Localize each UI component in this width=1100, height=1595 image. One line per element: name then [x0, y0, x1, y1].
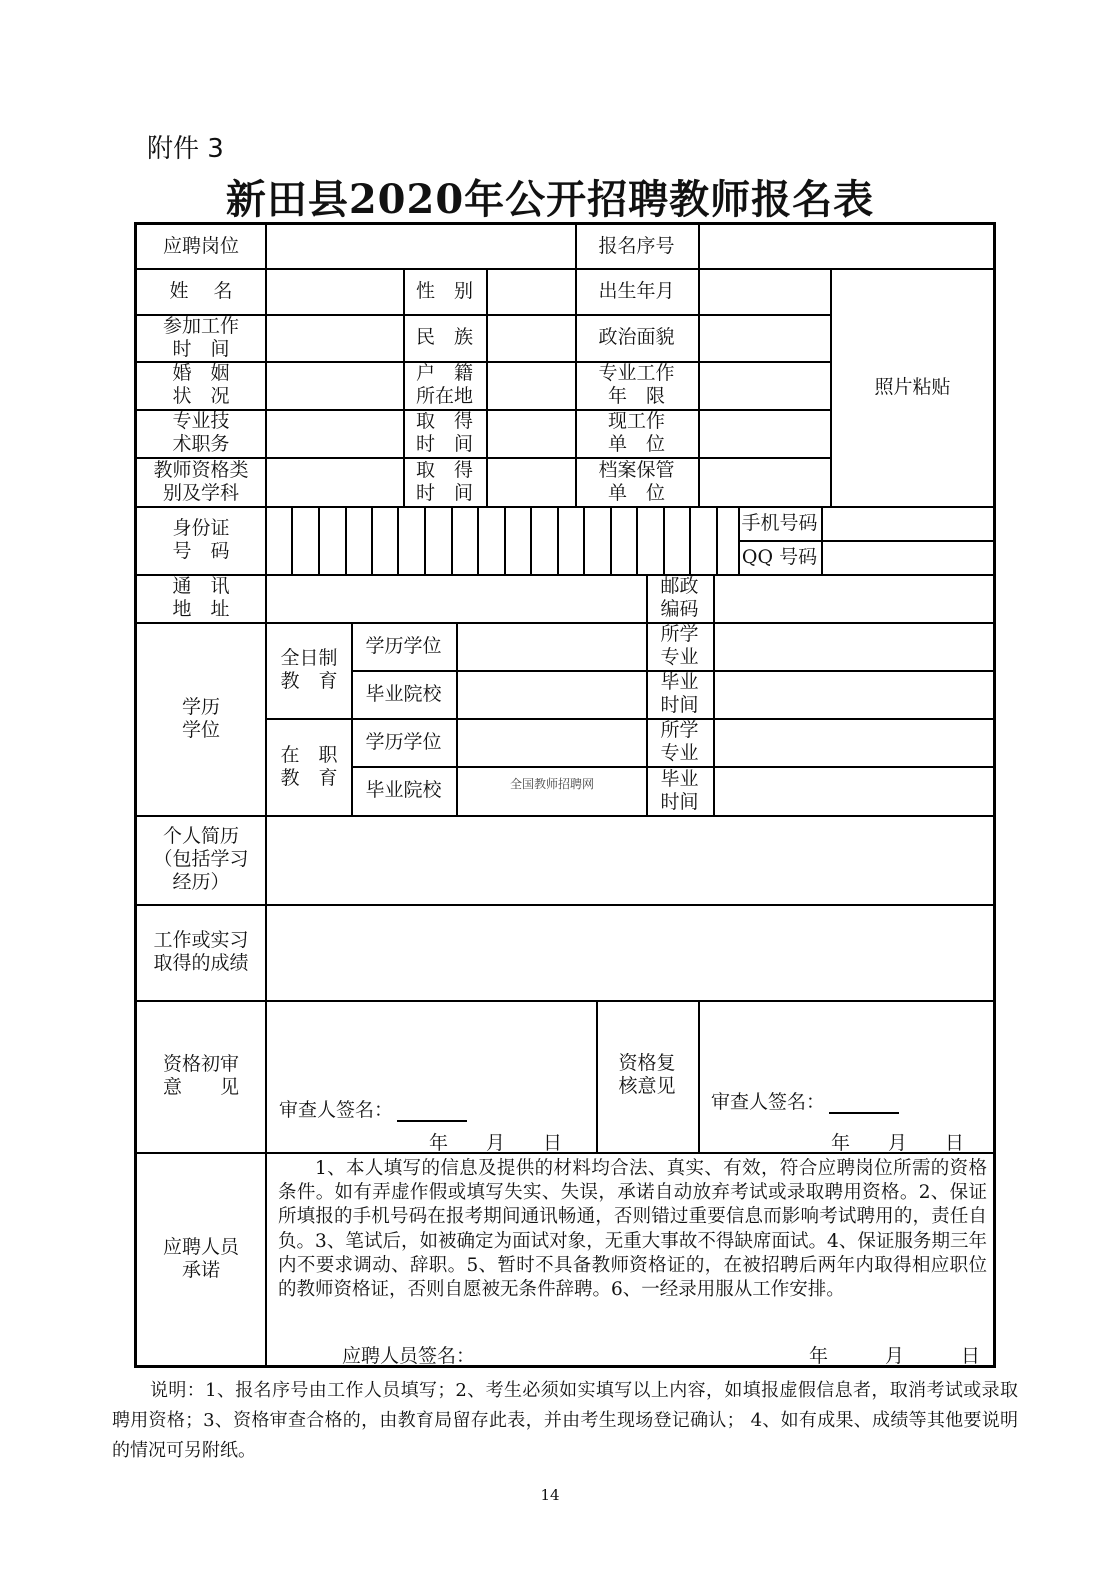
applicant-sign-label: 应聘人员签名： [342, 1345, 476, 1367]
label-work-start: 参加工作 时 间 [162, 314, 239, 360]
input-postcode[interactable] [715, 576, 993, 622]
input-resume[interactable] [267, 817, 993, 904]
reviewer-signature-1 [279, 1095, 467, 1122]
label-obtain-time-cert: 取 得 时 间 [415, 458, 473, 504]
input-obtain-time-cert[interactable] [488, 457, 575, 506]
label-mobile: 手机号码 [741, 511, 818, 534]
label-id-number: 身份证 号 码 [172, 517, 230, 562]
label-name: 姓 名 [169, 279, 233, 302]
page-number: 14 [540, 1486, 560, 1504]
reviewer-signature-2 [711, 1087, 899, 1114]
input-mobile[interactable] [823, 508, 993, 540]
input-gender[interactable] [488, 268, 575, 314]
input-hukou[interactable] [488, 361, 575, 409]
footnote: 说明：1、报名序号由工作人员填写；2、考生必须如实填写以上内容，如填报虚假信息者，取消考试或录取聘用资格；3、资格审查合格的，由教育局留存此表，并由考生现场登记确认； 4、如有成果、成绩等其他要说明的情况可另附纸。 [112, 1380, 1018, 1461]
label-teacher-cert: 教师资格类 别及学科 [153, 458, 249, 504]
input-address[interactable] [267, 576, 646, 622]
reviewer-sign-label-1: 审查人签名： [279, 1099, 394, 1121]
input-school-inservice[interactable] [458, 768, 646, 800]
label-pledge: 应聘人员 承诺 [162, 1235, 239, 1281]
input-school-fulltime[interactable] [458, 672, 646, 718]
registration-form-table [134, 222, 996, 1368]
input-major-inservice[interactable] [715, 720, 993, 766]
label-fulltime: 全日制 教 育 [280, 647, 338, 692]
input-qq[interactable] [823, 542, 993, 574]
page-title: 新田县2020年公开招聘教师报名表 [225, 176, 875, 223]
label-qq: QQ 号码 [741, 545, 818, 568]
input-degree-inservice[interactable] [458, 720, 646, 766]
label-initial-review: 资格初审 意 见 [162, 1053, 239, 1098]
label-hukou: 户 籍 所在地 [415, 362, 473, 407]
date-applicant: 年 月 日 [809, 1345, 981, 1367]
label-resume: 个人简历 （包括学习 经历） [153, 825, 249, 893]
date-initial-review: 年 月 日 [429, 1132, 563, 1154]
label-address: 通 讯 地 址 [172, 575, 230, 620]
photo-area[interactable]: 照片粘贴 [874, 375, 951, 398]
label-degree-inservice: 学历学位 [365, 730, 442, 753]
reviewer-sign-label-2: 审查人签名： [711, 1091, 826, 1113]
input-name[interactable] [267, 268, 403, 314]
label-degree-fulltime: 学历学位 [365, 634, 442, 657]
label-ethnicity: 民 族 [415, 326, 473, 348]
input-work-years[interactable] [700, 361, 830, 409]
input-major-fulltime[interactable] [715, 624, 993, 670]
input-obtain-time[interactable] [488, 409, 575, 457]
label-re-review: 资格复 核意见 [618, 1052, 676, 1097]
label-major-fulltime: 所学 专业 [660, 623, 699, 668]
label-archive-unit: 档案保管 单 位 [598, 458, 675, 504]
input-registration-no[interactable] [700, 225, 993, 268]
input-teacher-cert[interactable] [267, 457, 403, 506]
watermark-text: 全国教师招聘网 [509, 776, 594, 791]
label-education: 学历 学位 [181, 695, 220, 741]
input-ethnicity[interactable] [488, 314, 575, 361]
label-obtain-time: 取 得 时 间 [415, 410, 473, 455]
input-title-tech[interactable] [267, 409, 403, 457]
input-id-number[interactable] [267, 508, 738, 574]
input-work-start[interactable] [267, 314, 403, 361]
label-political: 政治面貌 [598, 326, 675, 348]
label-current-unit: 现工作 单 位 [607, 410, 665, 455]
pledge-text: 1、本人填写的信息及提供的材料均合法、真实、有效，符合应聘岗位所需的资格条件。如有弄虚作假或填写失实、失误，承诺自动放弃考试或录取聘用资格。2、保证所填报的手机号码在报考期间通讯畅通，否则错过重要信息而影响考试聘用的，责任自负。3、笔试后，如被确定为面试对象，无重大事故不得缺席面试。4、保证服务期三年内不要求调动、辞职。5、暂时不具备教师资格证的，在被招聘后两年内取得相应职位的教师资格证，否则自愿被无条件辞聘。6、一经录用服从工作安排。 [278, 1158, 987, 1301]
annex-label: 附件 3 [147, 134, 224, 164]
label-gender: 性 别 [415, 279, 473, 302]
signature-line[interactable] [397, 1120, 467, 1122]
input-current-unit[interactable] [700, 409, 830, 457]
input-birth[interactable] [700, 268, 830, 314]
label-inservice: 在 职 教 育 [280, 743, 338, 789]
date-re-review: 年 月 日 [831, 1132, 965, 1154]
label-marital: 婚 姻 状 况 [172, 362, 230, 407]
input-degree-fulltime[interactable] [458, 624, 646, 670]
label-grad-time-fulltime: 毕业 时间 [660, 671, 699, 716]
label-school-fulltime: 毕业院校 [365, 682, 442, 705]
input-achievements[interactable] [267, 906, 993, 1000]
label-birth: 出生年月 [598, 279, 675, 302]
label-school-inservice: 毕业院校 [365, 779, 442, 801]
label-title-tech: 专业技 术职务 [172, 410, 230, 455]
label-major-inservice: 所学 专业 [660, 719, 699, 764]
input-political[interactable] [700, 314, 830, 361]
input-grad-time-fulltime[interactable] [715, 672, 993, 718]
label-position-applied: 应聘岗位 [162, 235, 239, 257]
input-grad-time-inservice[interactable] [715, 768, 993, 815]
input-position-applied[interactable] [267, 225, 575, 268]
signature-line[interactable] [829, 1112, 899, 1114]
label-grad-time-inservice: 毕业 时间 [660, 767, 699, 813]
input-marital[interactable] [267, 361, 403, 409]
label-work-years: 专业工作 年 限 [598, 362, 675, 407]
col-divider [698, 1000, 700, 1152]
label-postcode: 邮政 编码 [660, 575, 699, 620]
label-registration-no: 报名序号 [598, 235, 675, 257]
input-archive-unit[interactable] [700, 457, 830, 506]
label-achievements: 工作或实习 取得的成绩 [153, 929, 249, 974]
